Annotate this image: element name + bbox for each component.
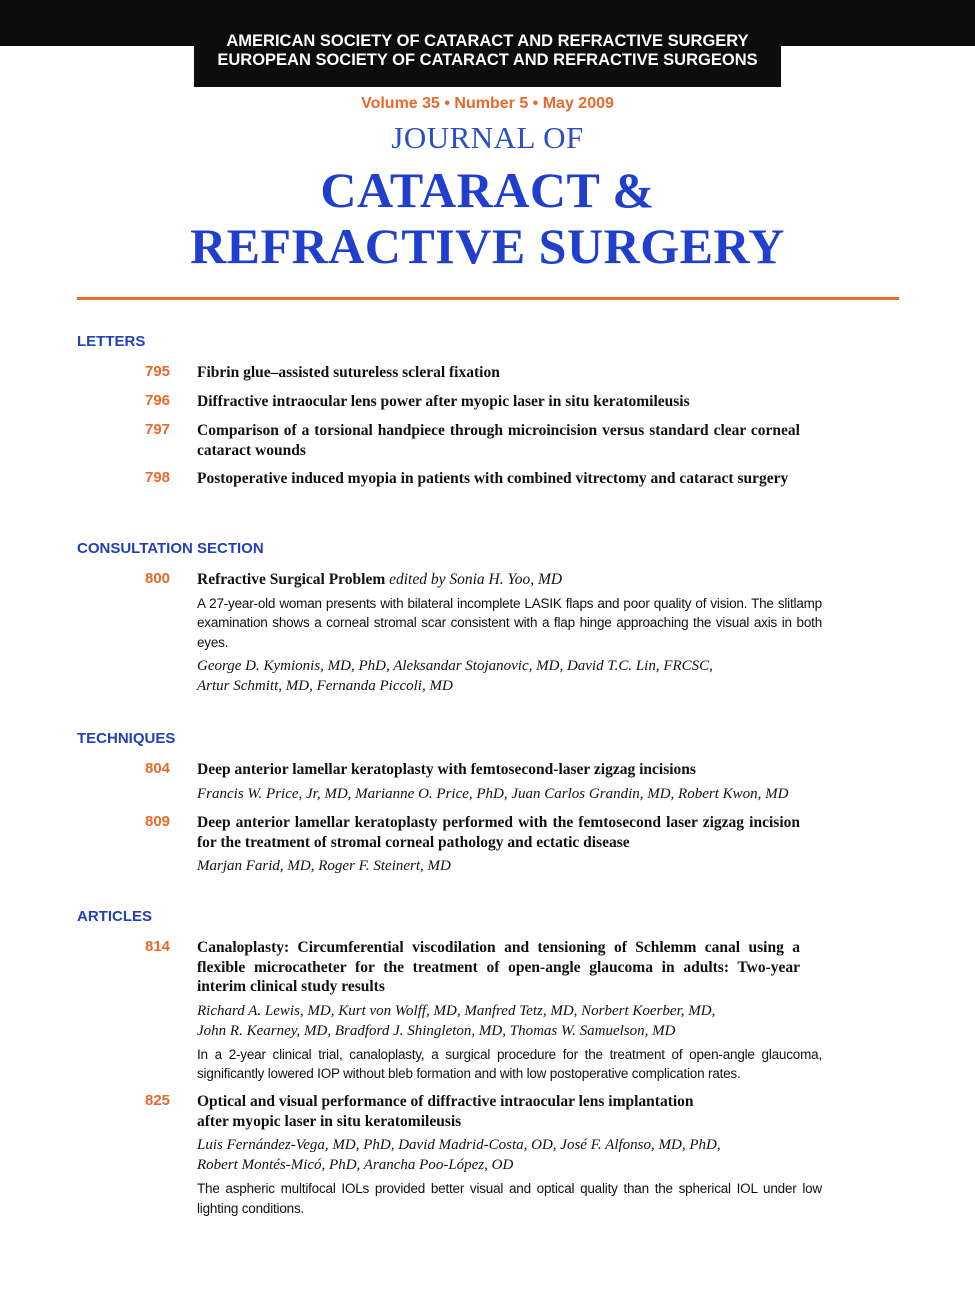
title-line-1: Optical and visual performance of diffractive intraocular lens implantation bbox=[197, 1093, 694, 1110]
page-number: 814 bbox=[145, 938, 171, 955]
page-number: 795 bbox=[145, 363, 171, 380]
page-number: 825 bbox=[145, 1092, 171, 1109]
section-heading-consultation: CONSULTATION SECTION bbox=[77, 540, 264, 557]
article-authors bbox=[197, 656, 822, 696]
article-authors: Marjan Farid, MD, Roger F. Steinert, MD bbox=[197, 858, 451, 874]
section-heading-articles: ARTICLES bbox=[77, 908, 152, 925]
journal-title-line-2: REFRACTIVE SURGERY bbox=[190, 218, 785, 274]
article-summary: A 27-year-old woman presents with bilateral incomplete LASIK flaps and poor quality of vision. The slitlamp examination shows a corneal stromal scar consistent with a flap hinge approaching the visual axis in both eyes. bbox=[197, 595, 822, 650]
section-heading-letters: LETTERS bbox=[77, 333, 146, 350]
article-title[interactable]: Fibrin glue–assisted sutureless scleral fixation bbox=[197, 364, 500, 381]
page-number: 797 bbox=[145, 421, 171, 438]
article-title[interactable]: Postoperative induced myopia in patients with combined vitrectomy and cataract surgery bbox=[197, 470, 789, 487]
authors-line-2: Artur Schmitt, MD, Fernanda Piccoli, MD bbox=[197, 678, 453, 694]
article-title[interactable]: Canaloplasty: Circumferential viscodilation and tensioning of Schlemm canal using a flexible microcatheter for the treatment of open-angle glaucoma in adults: Two-year interim clinical study results bbox=[197, 939, 800, 995]
issue-info: Volume 35 • Number 5 • May 2009 bbox=[361, 95, 614, 112]
article-summary: The aspheric multifocal IOLs provided better visual and optical quality than the spherical IOL under low lighting conditions. bbox=[197, 1181, 822, 1216]
page-number: 796 bbox=[145, 392, 171, 409]
journal-of-label: JOURNAL OF bbox=[391, 120, 584, 155]
page-number: 809 bbox=[145, 813, 171, 830]
article-authors bbox=[197, 1001, 800, 1041]
society-line-2: EUROPEAN SOCIETY OF CATARACT AND REFRACTIVE SURGEONS bbox=[217, 51, 758, 69]
title-line-2: after myopic laser in situ keratomileusis bbox=[197, 1112, 462, 1130]
section-heading-techniques: TECHNIQUES bbox=[77, 730, 176, 747]
page-number: 798 bbox=[145, 469, 171, 486]
authors-line-2: Robert Montés-Micó, PhD, Arancha Poo-López, OD bbox=[197, 1157, 514, 1173]
article-title[interactable]: Deep anterior lamellar keratoplasty performed with the femtosecond laser zigzag incision for the treatment of stromal corneal pathology and ectatic disease bbox=[197, 814, 800, 851]
article-title[interactable]: Comparison of a torsional handpiece through microincision versus standard clear corneal cataract wounds bbox=[197, 422, 800, 459]
authors-line-1: Richard A. Lewis, MD, Kurt von Wolff, MD, Manfred Tetz, MD, Norbert Koerber, MD, bbox=[197, 1002, 716, 1019]
article-title[interactable] bbox=[197, 1092, 822, 1131]
article-title[interactable]: Diffractive intraocular lens power after myopic laser in situ keratomileusis bbox=[197, 393, 690, 410]
article-authors bbox=[197, 1135, 822, 1175]
authors-line-1: George D. Kymionis, MD, PhD, Aleksandar Stojanovic, MD, David T.C. Lin, FRCSC, bbox=[197, 658, 713, 674]
article-title[interactable] bbox=[197, 570, 822, 590]
society-line-1: AMERICAN SOCIETY OF CATARACT AND REFRACTIVE SURGERY bbox=[226, 32, 749, 50]
journal-title bbox=[0, 162, 975, 274]
article-title[interactable]: Deep anterior lamellar keratoplasty with femtosecond-laser zigzag incisions bbox=[197, 761, 696, 778]
journal-title-line-1: CATARACT & bbox=[320, 162, 655, 218]
article-authors: Francis W. Price, Jr, MD, Marianne O. Price, PhD, Juan Carlos Grandin, MD, Robert Kwon, MD bbox=[197, 785, 789, 802]
society-banner bbox=[194, 28, 781, 87]
article-title-text: Refractive Surgical Problem bbox=[197, 571, 386, 588]
page-number: 804 bbox=[145, 760, 171, 777]
article-summary: In a 2-year clinical trial, canaloplasty, a surgical procedure for the treatment of open-angle glaucoma, significantly lowered IOP without bleb formation and with low postoperative complication rates. bbox=[197, 1046, 822, 1081]
orange-divider bbox=[77, 297, 899, 300]
authors-line-1: Luis Fernández-Vega, MD, PhD, David Madrid-Costa, OD, José F. Alfonso, MD, PhD, bbox=[197, 1137, 721, 1153]
editor-credit: edited by Sonia H. Yoo, MD bbox=[389, 571, 563, 588]
page-number: 800 bbox=[145, 570, 171, 587]
authors-line-2: John R. Kearney, MD, Bradford J. Shingleton, MD, Thomas W. Samuelson, MD bbox=[197, 1022, 676, 1039]
